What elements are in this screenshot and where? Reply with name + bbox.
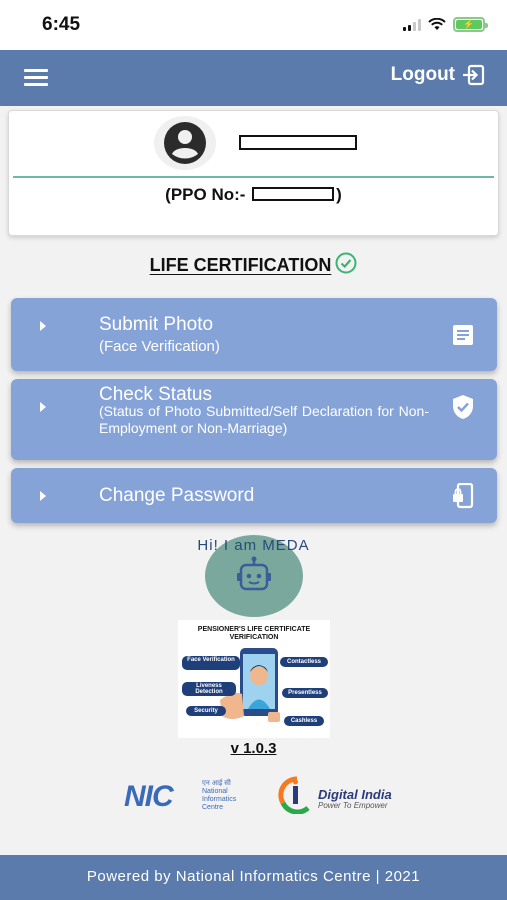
hamburger-menu-icon[interactable] — [24, 69, 48, 87]
check-status-card[interactable] — [11, 379, 497, 460]
battery-icon: ⚡ — [453, 17, 485, 32]
infographic-label-face-verification: Face Verification — [182, 656, 240, 670]
nic-logo — [124, 778, 254, 812]
ppo-number — [9, 185, 498, 205]
submit-photo-card[interactable] — [11, 298, 497, 371]
divider — [13, 176, 494, 178]
submit-photo-subtitle: (Face Verification) — [99, 338, 220, 355]
logout-label: Logout — [390, 64, 455, 85]
check-status-title: Check Status — [99, 384, 212, 405]
avatar — [154, 116, 216, 170]
section-title — [0, 252, 507, 276]
infographic-label-presentless: Presentless — [282, 688, 328, 698]
nic-mark: NIC — [124, 780, 173, 813]
bot-greeting: Hi! I am MEDA — [197, 537, 310, 554]
digital-india-title: Digital India — [318, 787, 392, 802]
nic-full-name: एन आई सी National Informatics Centre — [202, 780, 237, 811]
app-version: v 1.0.3 — [230, 740, 277, 757]
digital-india-emblem-icon — [278, 776, 316, 814]
submit-photo-title: Submit Photo — [99, 314, 214, 335]
document-icon — [451, 324, 475, 346]
change-password-title: Change Password — [99, 485, 255, 506]
digital-india-tagline: Power To Empower — [318, 801, 388, 810]
ppo-suffix: ) — [336, 185, 342, 204]
change-password-card[interactable] — [11, 468, 497, 523]
status-time: 6:45 — [42, 14, 81, 35]
logout-button[interactable] — [391, 64, 485, 86]
profile-card — [8, 110, 499, 236]
life-certificate-infographic — [178, 620, 330, 738]
chevron-right-icon — [40, 491, 46, 501]
shield-check-icon — [451, 394, 475, 420]
infographic-label-security: Security — [186, 706, 226, 716]
redacted-name — [239, 135, 357, 150]
footer: Powered by National Informatics Centre | 2021 — [0, 855, 507, 900]
check-circle-icon — [335, 252, 357, 274]
user-avatar-icon — [163, 121, 207, 165]
digital-india-logo — [278, 776, 398, 814]
infographic-title: PENSIONER'S LIFE CERTIFICATE VERIFICATION — [197, 626, 311, 641]
ppo-prefix: (PPO No:- — [165, 185, 246, 204]
logout-icon — [461, 64, 485, 86]
life-certification-title: LIFE CERTIFICATION — [149, 255, 332, 275]
infographic-label-cashless: Cashless — [284, 716, 324, 726]
wifi-icon — [428, 18, 446, 31]
cellular-signal-icon — [403, 19, 421, 31]
check-status-subtitle: (Status of Photo Submitted/Self Declaration for Non-Employment or Non-Marriage) — [99, 403, 429, 436]
robot-icon — [234, 556, 274, 596]
app-bar — [0, 50, 507, 106]
chevron-right-icon — [40, 321, 46, 331]
infographic-label-liveness-detection: Liveness Detection — [182, 682, 236, 696]
status-bar — [0, 0, 507, 50]
chevron-right-icon — [40, 402, 46, 412]
redacted-ppo-value — [252, 187, 334, 201]
infographic-label-contactless: Contactless — [280, 657, 328, 667]
phone-lock-icon — [451, 483, 475, 509]
status-icons — [403, 17, 485, 32]
